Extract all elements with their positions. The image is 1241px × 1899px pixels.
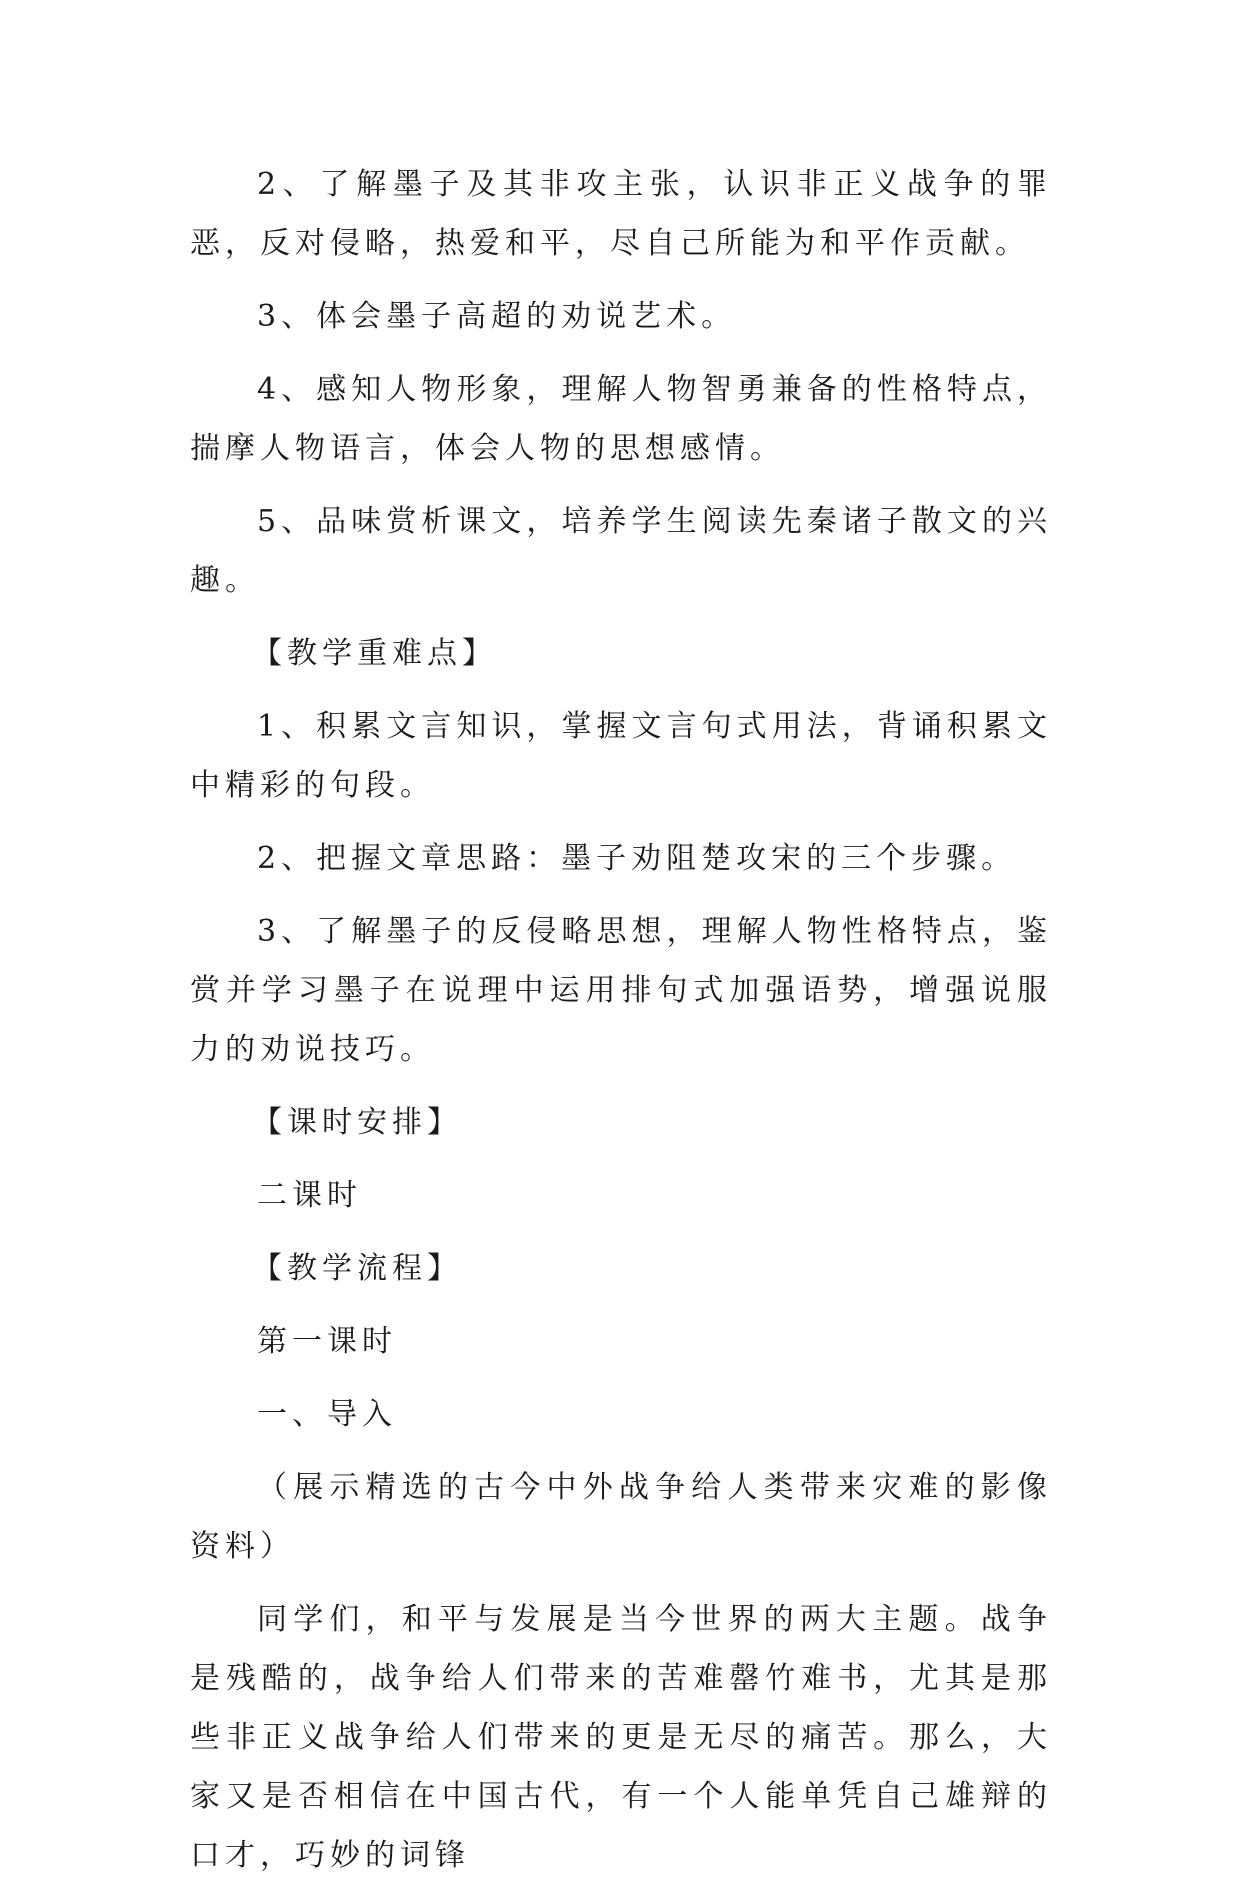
- objective-2: 2、了解墨子及其非攻主张，认识非正义战争的罪恶，反对侵略，热爱和平，尽自己所能为和平作贡献。: [190, 167, 1052, 261]
- section-heading-flow: 【教学流程】: [252, 1251, 462, 1286]
- key-point-1: 1、积累文言知识，掌握文言句式用法，背诵积累文中精彩的句段。: [190, 709, 1052, 803]
- section-heading-key-points: 【教学重难点】: [252, 636, 497, 671]
- objective-3: 3、体会墨子高超的劝说艺术。: [257, 299, 737, 334]
- intro-body: 同学们，和平与发展是当今世界的两大主题。战争是残酷的，战争给人们带来的苦难罄竹难书，尤其是那些非正义战争给人们带来的更是无尽的痛苦。那么，大家又是否相信在中国古代，有一个人能单凭自己雄辩的口才，巧妙的词锋: [190, 1602, 1052, 1873]
- key-point-3: 3、了解墨子的反侵略思想，理解人物性格特点，鉴赏并学习墨子在说理中运用排句式加强语势，增强说服力的劝说技巧。: [190, 914, 1052, 1067]
- lesson-one-title: 第一课时: [257, 1324, 397, 1359]
- objective-5: 5、品味赏析课文，培养学生阅读先秦诸子散文的兴趣。: [190, 504, 1052, 598]
- key-point-2: 2、把握文章思路：墨子劝阻楚攻宋的三个步骤。: [257, 841, 1017, 876]
- objective-4: 4、感知人物形象，理解人物智勇兼备的性格特点，揣摩人物语言，体会人物的思想感情。: [190, 372, 1052, 466]
- document-page: [190, 155, 1052, 1899]
- section-heading-schedule: 【课时安排】: [252, 1105, 462, 1140]
- schedule-text: 二课时: [257, 1178, 362, 1213]
- intro-heading: 一、导入: [257, 1397, 397, 1432]
- intro-media-note: （展示精选的古今中外战争给人类带来灾难的影像资料）: [190, 1470, 1052, 1564]
